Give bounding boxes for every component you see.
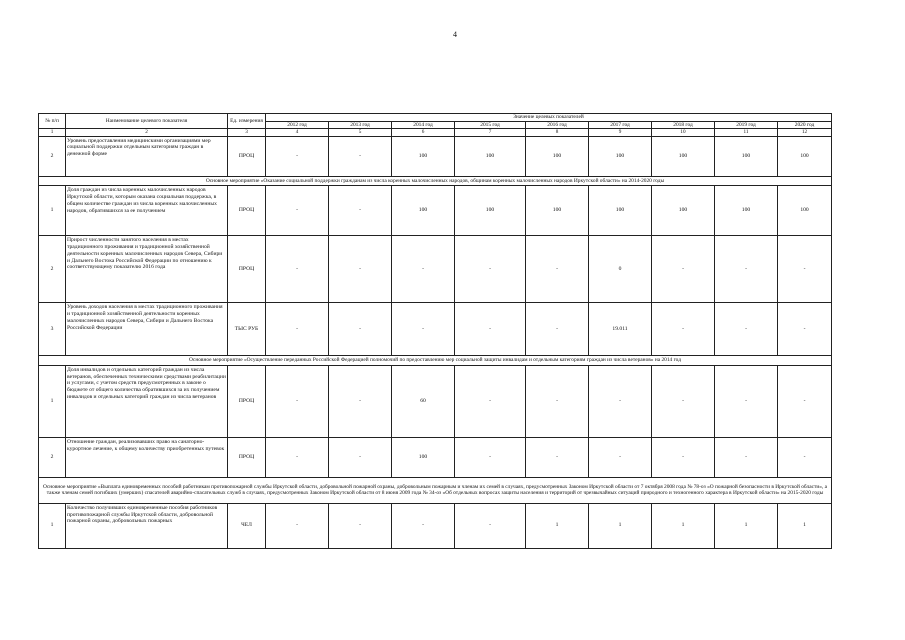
value-cell: -	[329, 365, 392, 437]
unit-cell: ПРОЦ	[228, 136, 266, 176]
header-num: № п/п	[39, 114, 66, 129]
value-cell: -	[652, 437, 715, 477]
value-cell: 100	[589, 186, 652, 236]
unit-cell: ПРОЦ	[228, 437, 266, 477]
row-number: 1	[39, 503, 66, 548]
value-cell: -	[455, 303, 526, 356]
section-row	[39, 356, 832, 366]
section-row	[39, 477, 832, 503]
value-cell: 1	[778, 503, 832, 548]
value-cell: -	[589, 365, 652, 437]
value-cell: -	[526, 303, 589, 356]
value-cell: -	[526, 437, 589, 477]
value-cell: 100	[526, 186, 589, 236]
row-number: 1	[39, 365, 66, 437]
value-cell: 100	[652, 186, 715, 236]
column-number: 6	[392, 129, 455, 136]
value-cell: 100	[652, 136, 715, 176]
value-cell: -	[715, 303, 778, 356]
value-cell: -	[329, 303, 392, 356]
page-number: 4	[453, 30, 457, 39]
value-cell: -	[266, 186, 329, 236]
value-cell: -	[589, 437, 652, 477]
row-number: 1	[39, 186, 66, 236]
indicator-name: Доля граждан из числа коренных малочисленных народов Иркутской области, которым оказана социальная поддержка, в общем количестве граждан из числа коренных малочисленных народов, обратившихся за ее получением	[66, 186, 228, 236]
value-cell: 19.011	[589, 303, 652, 356]
column-number: 8	[526, 129, 589, 136]
value-cell: -	[778, 365, 832, 437]
value-cell: -	[455, 236, 526, 303]
value-cell: -	[392, 236, 455, 303]
indicator-row	[39, 303, 832, 356]
header-name: Наименование целевого показателя	[66, 114, 228, 129]
value-cell: -	[526, 236, 589, 303]
value-cell: 100	[589, 136, 652, 176]
value-cell: 100	[392, 136, 455, 176]
value-cell: -	[778, 303, 832, 356]
indicator-row	[39, 365, 832, 437]
value-cell: -	[266, 365, 329, 437]
value-cell: -	[266, 136, 329, 176]
value-cell: 100	[778, 186, 832, 236]
value-cell: 100	[715, 136, 778, 176]
value-cell: 100	[392, 186, 455, 236]
value-cell: 100	[455, 136, 526, 176]
value-cell: 1	[652, 503, 715, 548]
value-cell: -	[715, 365, 778, 437]
value-cell: -	[392, 303, 455, 356]
indicator-row	[39, 136, 832, 176]
value-cell: -	[526, 365, 589, 437]
header-year: 2016 год	[526, 121, 589, 129]
value-cell: 100	[455, 186, 526, 236]
value-cell: -	[392, 503, 455, 548]
value-cell: -	[266, 437, 329, 477]
header-unit: Ед. измерения	[228, 114, 266, 129]
value-cell: -	[329, 437, 392, 477]
value-cell: 0	[589, 236, 652, 303]
indicator-name: Количество получивших единовременные пособия работников противопожарной службы Иркутской области, добровольной пожарной охраны, добровольных пожарных	[66, 503, 228, 548]
value-cell: -	[778, 437, 832, 477]
value-cell: -	[266, 503, 329, 548]
indicator-row	[39, 503, 832, 548]
indicator-row	[39, 437, 832, 477]
value-cell: -	[652, 365, 715, 437]
column-number-row	[39, 129, 832, 136]
indicator-name: Прирост численности занятого населения в местах традиционного проживания и традиционной хозяйственной деятельности коренных малочисленных народов Севера, Сибири и Дальнего Востока Российской Федерации по отношению к соответствующему показателю 2016 года	[66, 236, 228, 303]
value-cell: 1	[589, 503, 652, 548]
unit-cell: ЧЕЛ	[228, 503, 266, 548]
value-cell: 100	[715, 186, 778, 236]
section-title: Основное мероприятие «Осуществление переданных Российской Федерацией полномочий по предоставлению мер социальной защиты инвалидам и отдельным категориям граждан из числа ветеранов» на 2014 год	[39, 356, 832, 366]
section-title: Основное мероприятие «Оказание социальной поддержки гражданам из числа коренных малочисленных народов, общинам коренных малочисленных народов Иркутской области» на 2014-2020 годы	[39, 176, 832, 186]
header-year: 2014 год	[392, 121, 455, 129]
column-number: 1	[39, 129, 66, 136]
header-year: 2020 год	[778, 121, 832, 129]
column-number: 12	[778, 129, 832, 136]
value-cell: -	[715, 236, 778, 303]
column-number: 10	[652, 129, 715, 136]
row-number: 2	[39, 136, 66, 176]
indicator-name: Отношение граждан, реализовавших право на санаторно-курортное лечение, к общему количеству приобретенных путевок	[66, 437, 228, 477]
value-cell: -	[778, 236, 832, 303]
row-number: 2	[39, 236, 66, 303]
unit-cell: ПРОЦ	[228, 186, 266, 236]
column-number: 7	[455, 129, 526, 136]
column-number: 2	[66, 129, 228, 136]
indicator-row	[39, 236, 832, 303]
value-cell: -	[455, 365, 526, 437]
value-cell: -	[715, 437, 778, 477]
value-cell: 100	[392, 437, 455, 477]
value-cell: -	[266, 236, 329, 303]
section-row	[39, 176, 832, 186]
value-cell: -	[329, 503, 392, 548]
header-year: 2019 год	[715, 121, 778, 129]
header-year: 2012 год	[266, 121, 329, 129]
column-number: 11	[715, 129, 778, 136]
row-number: 3	[39, 303, 66, 356]
indicator-name: Уровень предоставления медицинскими организациями мер социальной поддержки отдельным категориям граждан в денежной форме	[66, 136, 228, 176]
value-cell: 1	[715, 503, 778, 548]
column-number: 5	[329, 129, 392, 136]
target-indicators-table	[38, 113, 832, 549]
column-number: 3	[228, 129, 266, 136]
indicator-name: Уровень доходов населения в местах традиционного проживания и традиционной хозяйственной деятельности коренных малочисленных народов Севера, Сибири и Дальнего Востока Российской Федерации	[66, 303, 228, 356]
column-number: 4	[266, 129, 329, 136]
value-cell: -	[455, 503, 526, 548]
value-cell: -	[329, 236, 392, 303]
column-number: 9	[589, 129, 652, 136]
header-year: 2017 год	[589, 121, 652, 129]
header-row	[39, 114, 832, 122]
header-year: 2013 год	[329, 121, 392, 129]
value-cell: 1	[526, 503, 589, 548]
indicator-row	[39, 186, 832, 236]
header-year: 2015 год	[455, 121, 526, 129]
unit-cell: ПРОЦ	[228, 236, 266, 303]
header-year: 2018 год	[652, 121, 715, 129]
indicator-name: Доля инвалидов и отдельных категорий граждан из числа ветеранов, обеспеченных техническими средствами реабилитации и услугами, с учетом средств предусмотренных в законе о бюджете от общего количества обратившихся за их получением инвалидов и отдельных категорий граждан из числа ветеранов	[66, 365, 228, 437]
value-cell: -	[329, 186, 392, 236]
value-cell: -	[652, 303, 715, 356]
value-cell: -	[455, 437, 526, 477]
row-number: 2	[39, 437, 66, 477]
value-cell: -	[266, 303, 329, 356]
value-cell: 100	[526, 136, 589, 176]
value-cell: -	[652, 236, 715, 303]
unit-cell: ПРОЦ	[228, 365, 266, 437]
header-values-group: Значение целевых показателей	[266, 114, 832, 122]
section-title: Основное мероприятие «Выплата единовременных пособий работникам противопожарной службы Иркутской области, добровольной пожарной охраны, добровольным пожарным и членам их семей в случаях, предусмотренных Законом Иркутской области от 7 октября 2008 года № 78-оз «О пожарной безопасности в Иркутской области», а также членам семей погибших (умерших) спасателей аварийно-спасательных служб в случаях, предусмотренных Законом Иркутской области от 8 июня 2009 года № 34-оз «Об отдельных вопросах защиты населения и территорий от чрезвычайных ситуаций природного и техногенного характера в Иркутской области» на 2015-2020 годы	[39, 477, 832, 503]
value-cell: -	[329, 136, 392, 176]
value-cell: 60	[392, 365, 455, 437]
value-cell: 100	[778, 136, 832, 176]
unit-cell: ТЫС РУБ	[228, 303, 266, 356]
